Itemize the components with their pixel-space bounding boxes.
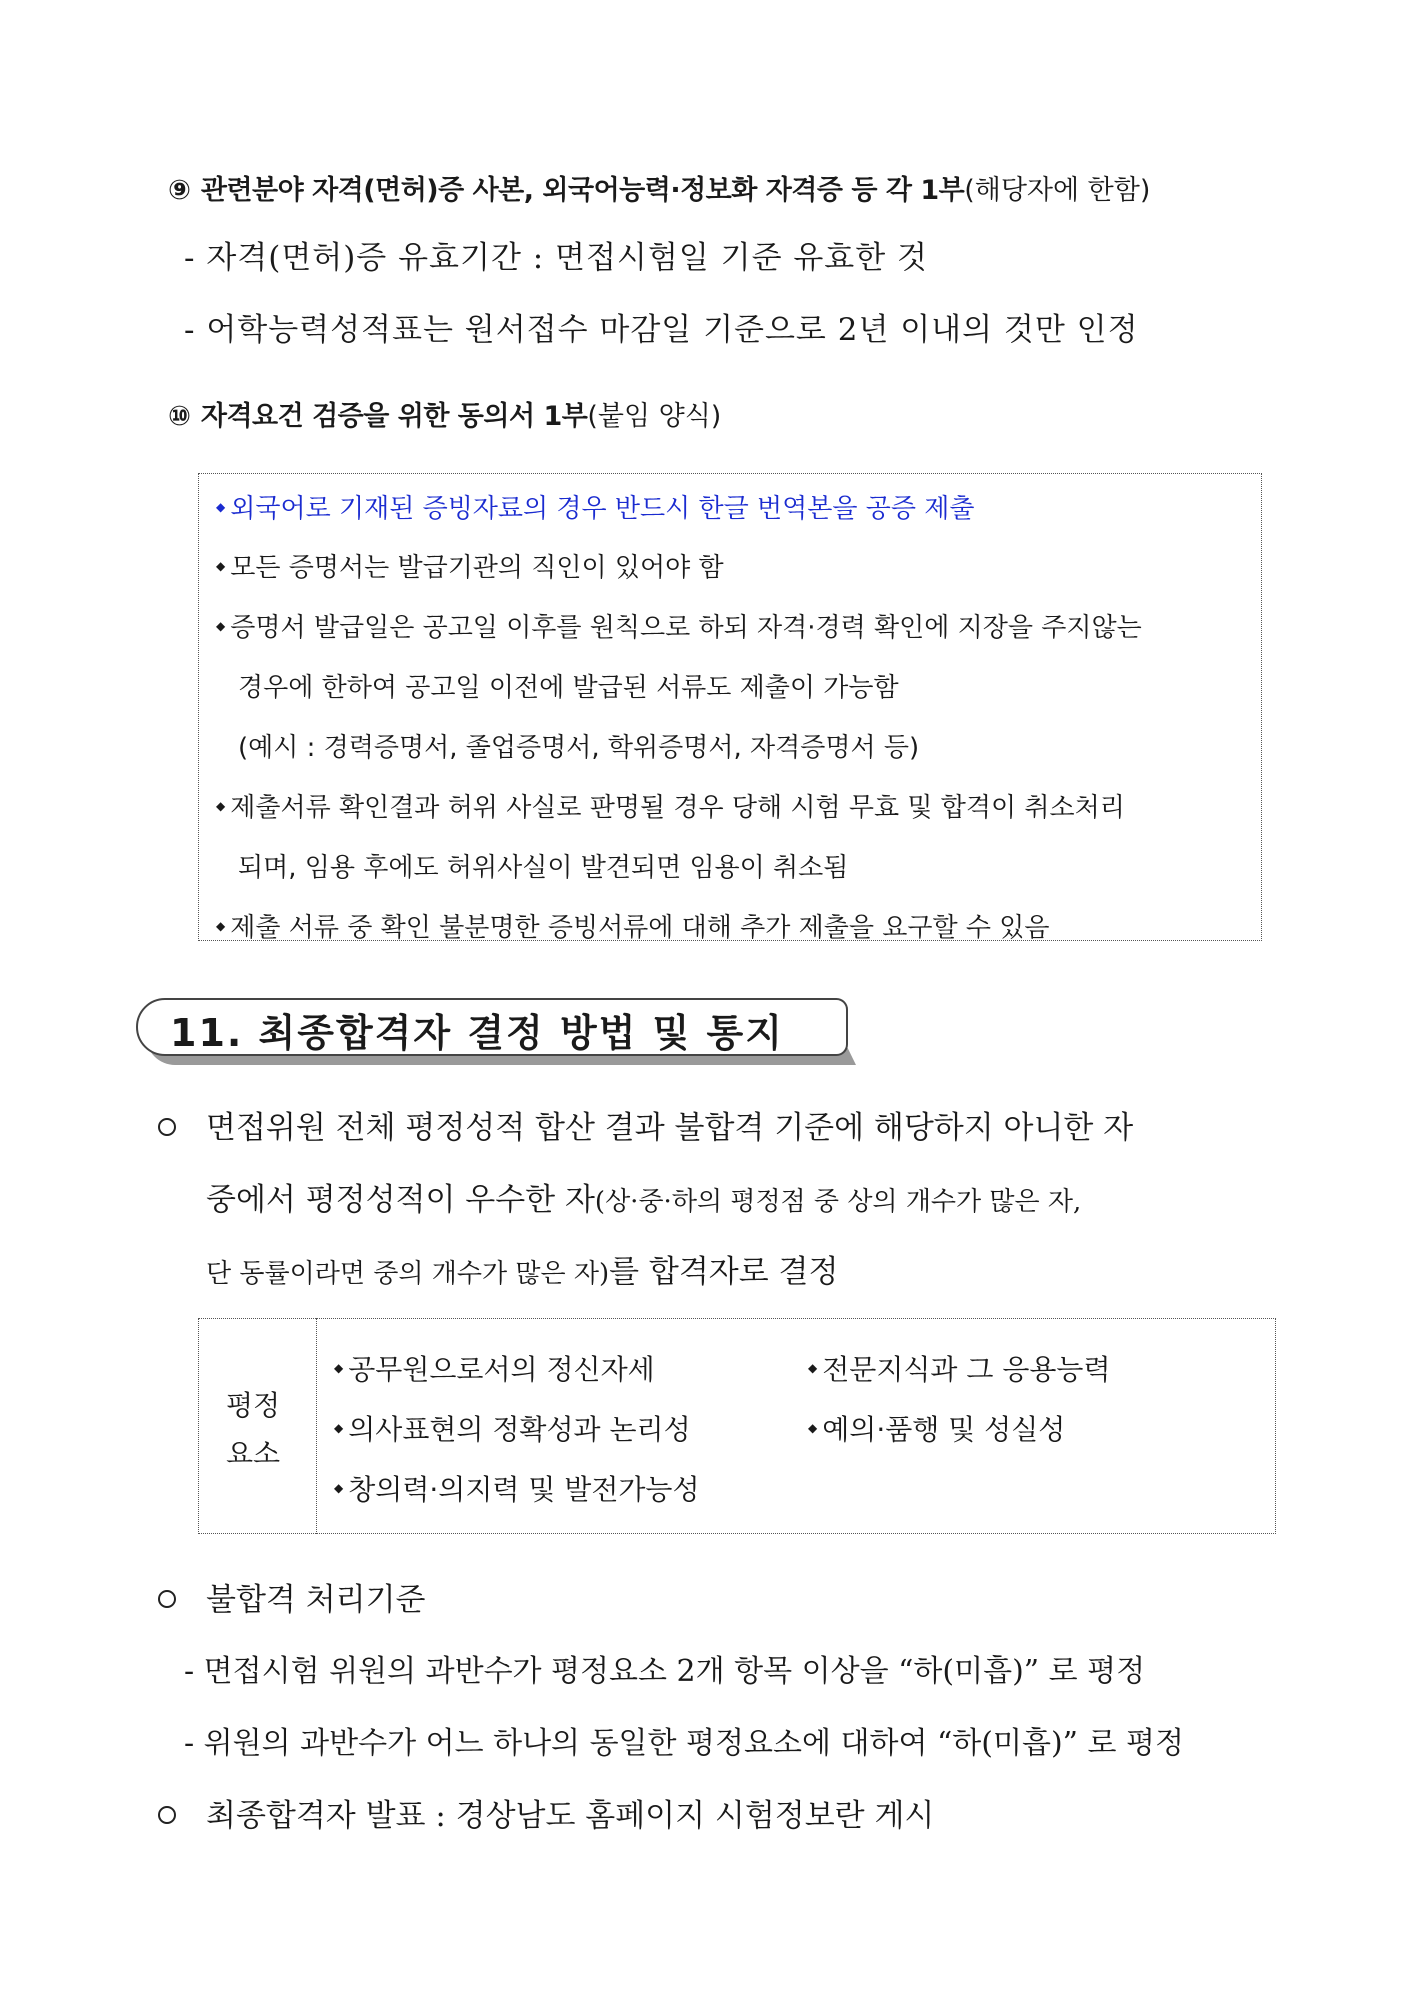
decision-line-1: 면접위원 전체 평정성적 합산 결과 불합격 기준에 해당하지 아니한 자 (206, 1110, 1134, 1146)
diamond-bullet-icon: ◆ (808, 1361, 818, 1375)
fail-line-1: - 면접시험 위원의 과반수가 평정요소 2개 항목 이상을 “하(미흡)” 로 평정 (184, 1654, 1146, 1689)
diamond-bullet-icon: ◆ (334, 1481, 344, 1495)
announcement-line: 최종합격자 발표 : 경상남도 홈페이지 시험정보란 게시 (206, 1798, 935, 1834)
item-10-note: (붙임 양식) (587, 401, 722, 432)
criteria-divider (316, 1318, 317, 1534)
circle-bullet-icon (158, 1118, 176, 1136)
fail-line-2: - 위원의 과반수가 어느 하나의 동일한 평정요소에 대하여 “하(미흡)” 로 평정 (184, 1726, 1184, 1761)
item-9-language-line: - 어학능력성적표는 원서접수 마감일 기준으로 2년 이내의 것만 인정 (184, 312, 1139, 348)
notice-item: ◆ 모든 증명서는 발급기관의 직인이 있어야 함 (216, 553, 724, 583)
diamond-bullet-icon: ◆ (216, 798, 226, 813)
item-9-validity-line: - 자격(면허)증 유효기간 : 면접시험일 기준 유효한 것 (184, 240, 929, 276)
diamond-bullet-icon: ◆ (216, 499, 226, 514)
decision-line-3: 단 동률이라면 중의 개수가 많은 자)를 합격자로 결정 (206, 1254, 839, 1290)
section-title: 11. 최종합격자 결정 방법 및 통지 (170, 1011, 784, 1055)
fail-title: 불합격 처리기준 (206, 1582, 426, 1618)
item-9-number: ⑨ (168, 175, 191, 206)
notice-item: ◆ 제출 서류 중 확인 불분명한 증빙서류에 대해 추가 제출을 요구할 수 있음 (216, 913, 1050, 943)
criteria-item: ◆ 예의·품행 및 성실성 (808, 1413, 1066, 1446)
diamond-bullet-icon: ◆ (334, 1361, 344, 1375)
notice-item: ◆ 증명서 발급일은 공고일 이후를 원칙으로 하되 자격·경력 확인에 지장을 주지않는 (216, 613, 1142, 643)
criteria-item: ◆ 창의력·의지력 및 발전가능성 (334, 1473, 700, 1506)
circle-bullet-icon (158, 1590, 176, 1608)
diamond-bullet-icon: ◆ (216, 558, 226, 573)
criteria-label: 요소 (226, 1437, 281, 1470)
diamond-bullet-icon: ◆ (334, 1421, 344, 1435)
circle-bullet-icon (158, 1806, 176, 1824)
diamond-bullet-icon: ◆ (216, 618, 226, 633)
notice-item: ◆ 외국어로 기재된 증빙자료의 경우 반드시 한글 번역본을 공증 제출 (216, 494, 975, 524)
notice-item-continuation: 경우에 한하여 공고일 이전에 발급된 서류도 제출이 가능함 (238, 673, 899, 703)
item-9-note: (해당자에 한함) (964, 175, 1151, 206)
criteria-item: ◆ 전문지식과 그 응용능력 (808, 1353, 1111, 1386)
item-9-heading (168, 168, 1150, 207)
criteria-item: ◆ 의사표현의 정확성과 논리성 (334, 1413, 691, 1446)
decision-line-2: 중에서 평정성적이 우수한 자(상·중·하의 평정점 중 상의 개수가 많은 자, (206, 1182, 1082, 1218)
notice-item-continuation: 되며, 임용 후에도 허위사실이 발견되면 임용이 취소됨 (238, 853, 849, 883)
diamond-bullet-icon: ◆ (808, 1421, 818, 1435)
item-10-title: 자격요건 검증을 위한 동의서 1부 (200, 401, 588, 432)
notice-item: ◆ 제출서류 확인결과 허위 사실로 판명될 경우 당해 시험 무효 및 합격이 취소처리 (216, 793, 1125, 823)
item-10-heading (168, 394, 721, 433)
diamond-bullet-icon: ◆ (216, 918, 226, 933)
criteria-label: 평정 (226, 1389, 281, 1422)
notice-item-example: (예시 : 경력증명서, 졸업증명서, 학위증명서, 자격증명서 등) (238, 733, 920, 763)
item-9-title: 관련분야 자격(면허)증 사본, 외국어능력·정보화 자격증 등 각 1부 (200, 175, 965, 206)
item-10-number: ⑩ (168, 401, 191, 432)
criteria-item: ◆ 공무원으로서의 정신자세 (334, 1353, 655, 1386)
